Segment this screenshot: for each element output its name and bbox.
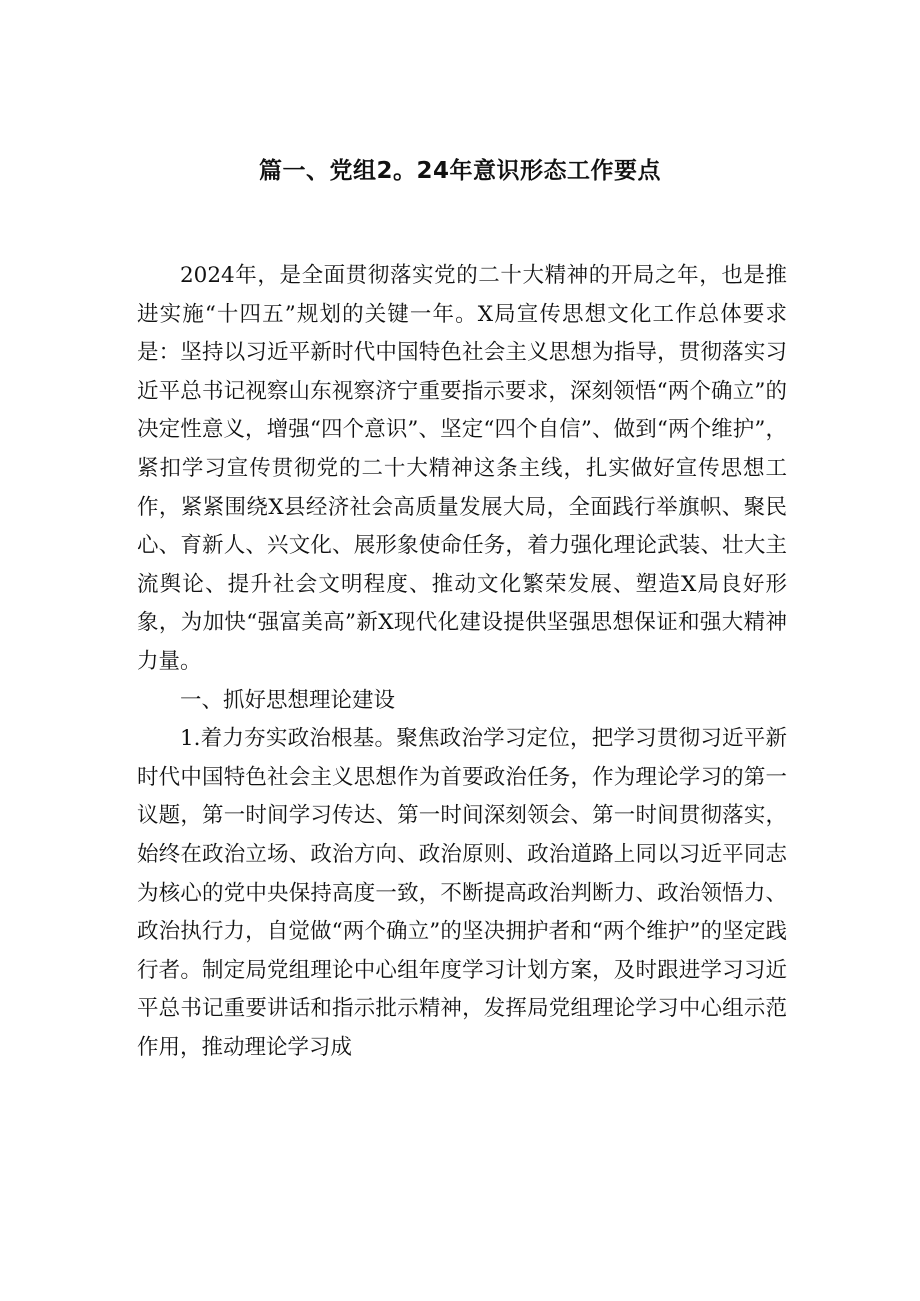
intro-paragraph: 2024年，是全面贯彻落实党的二十大精神的开局之年，也是推进实施“十四五”规划的关键一年。X局宣传思想文化工作总体要求是：坚持以习近平新时代中国特色社会主义思想为指导，贯彻落实习近平总书记视察山东视察济宁重要指示要求，深刻领悟“两个确立”的决定性意义，增强“四个意识”、坚定“四个自信”、做到“两个维护”，紧扣学习宣传贯彻党的二十大精神这条主线，扎实做好宣传思想工作，紧紧围绕X县经济社会高质量发展大局，全面践行举旗帜、聚民心、育新人、兴文化、展形象使命任务，着力强化理论武装、壮大主流舆论、提升社会文明程度、推动文化繁荣发展、塑造X局良好形象，为加快“强富美高”新X现代化建设提供坚强思想保证和强大精神力量。: [137, 263, 787, 674]
section-heading: 一、抓好思想理论建设: [180, 687, 396, 713]
document-body: [137, 257, 787, 1067]
item-paragraph: 1.着力夯实政治根基。聚焦政治学习定位，把学习贯彻习近平新时代中国特色社会主义思想作为首要政治任务，作为理论学习的第一议题，第一时间学习传达、第一时间深刻领会、第一时间贯彻落实，始终在政治立场、政治方向、政治原则、政治道路上同以习近平同志为核心的党中央保持高度一致，不断提高政治判断力、政治领悟力、政治执行力，自觉做“两个确立”的坚决拥护者和“两个维护”的坚定践行者。制定局党组理论中心组年度学习计划方案，及时跟进学习习近平总书记重要讲话和指示批示精神，发挥局党组理论学习中心组示范作用，推动理论学习成: [137, 726, 787, 1060]
document-title: 篇一、党组2。24年意识形态工作要点: [258, 158, 661, 184]
